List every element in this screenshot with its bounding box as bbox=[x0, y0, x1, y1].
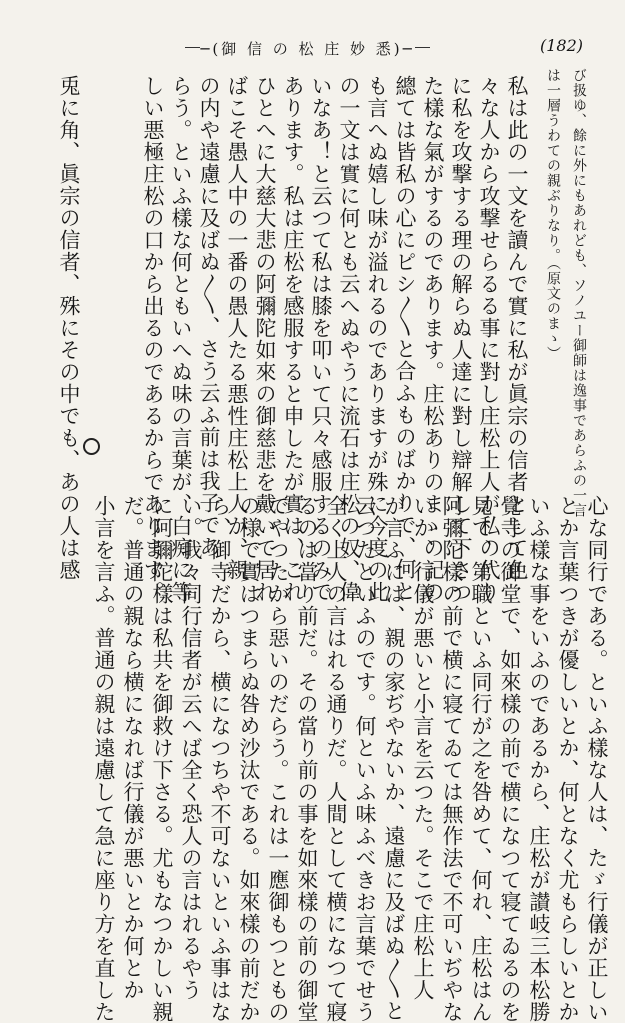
text-column: た樣な氣がするのであります。庄松ありのまゝの記の bbox=[421, 75, 445, 603]
text-column: が言ふには、親の家ぢやないか、遠慮に及ばぬ〳〵と bbox=[382, 495, 406, 1022]
text-column: の一文は實に何とも云へぬやうに流石は庄松の奴、偉 bbox=[337, 75, 361, 603]
text-column: 小言を言ふ。普通の親は遠慮して急に座り方を直した bbox=[92, 495, 116, 1023]
text-column: 見て、第職といふ同行が之を咎めて、何れ、庄松はん bbox=[469, 495, 493, 1023]
text-column: の様で實はつまらぬ咎め沙汰である。如來樣の前だか bbox=[237, 495, 261, 1023]
text-column: に阿彌陀樣は私共を御救け下さる。尤もなつかしい親 bbox=[150, 495, 174, 1023]
text-column: 兎に角、眞宗の信者、殊にその中でも、あの人は感 bbox=[57, 75, 81, 581]
note-column: は一層うわての親ぶりなり。（原文のまゝ） bbox=[545, 68, 561, 361]
text-column: でやつたから惡いのだらう。これは一應御もつともの bbox=[266, 495, 290, 1023]
text-column: 覺寺の御堂で、如來樣の前で横になつて寝てゐるのを bbox=[498, 495, 522, 1023]
note-column: び扱ゆ、餘に外にもあれども、ソノユー御師は逸事であらふの一言 bbox=[571, 68, 587, 518]
text-column: 私は此の一文を讀んで實に私が眞宗の信者として色 bbox=[505, 75, 529, 581]
text-column: も言へぬ嬉し味が溢れるのでありますが殊に今度の此 bbox=[365, 75, 389, 603]
text-column: ら、御寺だから、横になつちや不可ないといふ事はな bbox=[208, 495, 232, 1023]
text-column: 云つたといふのです。何といふ味ふべきお言葉でせう bbox=[353, 495, 377, 1023]
text-column: るのは當り前だ。その當り前の事を如來樣の前の御堂 bbox=[295, 495, 319, 1023]
running-head: ─(御 信 の 松 庄 妙 悉)─ bbox=[200, 40, 415, 58]
text-column: に私を攻撃する理の解らぬ人達に對し辯解して下さつ bbox=[449, 75, 473, 603]
text-column: い。我々同行信者が云へば全く恐人の言はれるやう bbox=[179, 495, 203, 1001]
text-column: の内や遠慮に及ばぬ〳〵、さう云ふ前は我子であ bbox=[197, 75, 221, 558]
text-column: だ。普通の親なら横になれば行儀が悪いとか何とか bbox=[121, 495, 145, 1001]
text-column: ひとへに大慈大悲の阿彌陀如來の御慈悲を戴いて居れ bbox=[253, 75, 277, 603]
text-column: いふ樣な事をいふのであるから、庄松が讃岐三本松勝 bbox=[527, 495, 551, 1023]
text-column: 阿彌陀樣の前で横に寝てゐては無作法で不可いぢやな bbox=[440, 495, 464, 1023]
text-column: 々な人から攻撃せらるる事に對し庄松上人が私の代り bbox=[477, 75, 501, 603]
text-column: いなあ！と云つて私は膝を叩いて只々感服するのみで bbox=[309, 75, 333, 603]
text-column: いか、行儀が悪いと小言を云つた。そこで庄松上人 bbox=[411, 495, 435, 1001]
section-circle-mark bbox=[83, 438, 100, 455]
text-column: らう。といふ樣な何ともいへぬ味の言葉が、白痴に等 bbox=[169, 75, 193, 603]
text-column: 全く上人の言はれる通りだ。人間として横になつて寢 bbox=[324, 495, 348, 1023]
text-column: 總ては皆私の心にピシ〳〵と合ふものばかりで、何と bbox=[393, 75, 417, 602]
text-column: 心な同行である。といふ樣な人は、たゞ行儀が正しい bbox=[585, 495, 609, 1023]
text-column: ばこそ愚人中の一番の愚人たる悪性庄松上人が、親 bbox=[225, 75, 249, 581]
page-number: (182) bbox=[540, 36, 584, 55]
text-column: とか言葉つきが優しいとか、何となく尤もらしいとか bbox=[556, 495, 580, 1023]
text-column: あります。私は庄松を感服すると申したが實は、これ bbox=[281, 75, 305, 603]
text-column: しい悪極庄松の口から出るのであるからであります。 bbox=[141, 75, 165, 603]
